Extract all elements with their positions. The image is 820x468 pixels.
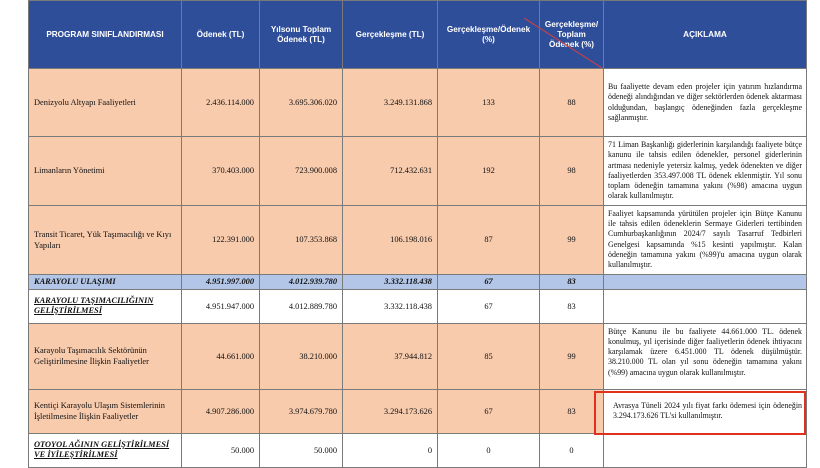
cell-gerceklesme: 712.432.631 bbox=[343, 137, 438, 206]
cell-odenek: 370.403.000 bbox=[182, 137, 260, 206]
cell-odenek: 4.951.947.000 bbox=[182, 289, 260, 323]
cell-odenek: 122.391.000 bbox=[182, 205, 260, 274]
cell-oran-odenek: 0 bbox=[438, 433, 540, 467]
table-row bbox=[29, 289, 807, 323]
cell-gerceklesme: 37.944.812 bbox=[343, 323, 438, 389]
cell-oran-toplam: 0 bbox=[540, 433, 604, 467]
cell-oran-odenek: 133 bbox=[438, 69, 540, 137]
cell-oran-toplam: 83 bbox=[540, 289, 604, 323]
cell-aciklama bbox=[604, 274, 807, 289]
table-row-karayolu-ulasimi bbox=[29, 274, 807, 289]
cell-odenek: 50.000 bbox=[182, 433, 260, 467]
cell-aciklama bbox=[604, 289, 807, 323]
col-header-gerceklesme: Gerçekleşme (TL) bbox=[343, 1, 438, 69]
row-name: KARAYOLU TAŞIMACILIĞININ GELİŞTİRİLMESİ bbox=[29, 289, 182, 323]
cell-yilsonu: 50.000 bbox=[260, 433, 343, 467]
highlight-box bbox=[594, 391, 806, 435]
cell-yilsonu: 4.012.939.780 bbox=[260, 274, 343, 289]
cell-aciklama: Faaliyet kapsamında yürütülen projeler için Bütçe Kanunu ile tahsis edilen ödeneklerin Sermaye Giderleri tertibinden Cumhurbaşkanlığının 2024/7 sayılı Tasarruf Tedbirleri Genelgesi kapsamında %15 kesinti yapılmıştır. Kalan ödeneğin tamamına yakını (%99)'u amacına uygun olarak kullanılmıştır. bbox=[604, 205, 807, 274]
cell-yilsonu: 4.012.889.780 bbox=[260, 289, 343, 323]
table-row bbox=[29, 205, 807, 274]
header-diagonal-line bbox=[524, 18, 602, 68]
cell-gerceklesme: 3.332.118.438 bbox=[343, 274, 438, 289]
header-row bbox=[29, 1, 807, 69]
cell-oran-toplam: 83 bbox=[540, 274, 604, 289]
col-header-gerceklesme-toplam: Gerçekleşme/ Toplam Ödenek (%) bbox=[540, 1, 604, 69]
cell-gerceklesme: 3.332.118.438 bbox=[343, 289, 438, 323]
cell-oran-toplam: 88 bbox=[540, 69, 604, 137]
cell-odenek: 44.661.000 bbox=[182, 323, 260, 389]
row-name: OTOYOL AĞININ GELİŞTİRİLMESİ VE İYİLEŞTİRİLMESİ bbox=[29, 433, 182, 467]
col-header-yilsonu: Yılsonu Toplam Ödenek (TL) bbox=[260, 1, 343, 69]
row-name: Kentiçi Karayolu Ulaşım Sistemlerinin İşletilmesine İlişkin Faaliyetler bbox=[29, 389, 182, 433]
row-name: Transit Ticaret, Yük Taşımacılığı ve Kıyı Yapıları bbox=[29, 205, 182, 274]
cell-aciklama: Avrasya Tüneli 2024 yılı fiyat farkı ödemesi için ödeneğin 3.294.173.626 TL'si kullanılmıştır. bbox=[604, 389, 807, 433]
cell-oran-toplam: 99 bbox=[540, 205, 604, 274]
cell-yilsonu: 723.900.008 bbox=[260, 137, 343, 206]
col-header-aciklama: AÇIKLAMA bbox=[604, 1, 807, 69]
cell-oran-odenek: 67 bbox=[438, 389, 540, 433]
cell-yilsonu: 3.974.679.780 bbox=[260, 389, 343, 433]
cell-yilsonu: 3.695.306.020 bbox=[260, 69, 343, 137]
cell-odenek: 4.907.286.000 bbox=[182, 389, 260, 433]
table-row bbox=[29, 69, 807, 137]
cell-oran-odenek: 67 bbox=[438, 274, 540, 289]
cell-gerceklesme: 3.294.173.626 bbox=[343, 389, 438, 433]
budget-table-container bbox=[28, 0, 806, 462]
row-name: Limanların Yönetimi bbox=[29, 137, 182, 206]
cell-gerceklesme: 3.249.131.868 bbox=[343, 69, 438, 137]
row-name: KARAYOLU ULAŞIMI bbox=[29, 274, 182, 289]
cell-gerceklesme: 106.198.016 bbox=[343, 205, 438, 274]
table-row bbox=[29, 323, 807, 389]
cell-yilsonu: 107.353.868 bbox=[260, 205, 343, 274]
cell-oran-odenek: 67 bbox=[438, 289, 540, 323]
cell-oran-toplam: 98 bbox=[540, 137, 604, 206]
col-header-program: PROGRAM SINIFLANDIRMASI bbox=[29, 1, 182, 69]
cell-aciklama: Bütçe Kanunu ile bu faaliyete 44.661.000 TL. ödenek konulmuş, yıl içerisinde diğer faaliyetlerin ödenek ihtiyacını karşılamak üzere 6.451.000 TL ödenek düşülmüştür. 38.210.000 TL olan yıl sonu ödeneğin tamamına yakını (%99) amacına uygun olarak kullanılmıştır. bbox=[604, 323, 807, 389]
col-header-odenek: Ödenek (TL) bbox=[182, 1, 260, 69]
cell-aciklama: Bu faaliyette devam eden projeler için yatırım hızlandırma ödeneği alındığından ve diğer sektörlerden ödenek aktarması olduğundan, başlangıç ödeneğinden fazla gerçekleşme sağlanmıştır. bbox=[604, 69, 807, 137]
cell-oran-toplam: 99 bbox=[540, 323, 604, 389]
col-header-gerceklesme-odenek: Gerçekleşme/Ödenek (%) bbox=[438, 1, 540, 69]
cell-odenek: 4.951.997.000 bbox=[182, 274, 260, 289]
row-name: Karayolu Taşımacılık Sektörünün Geliştirilmesine İlişkin Faaliyetler bbox=[29, 323, 182, 389]
cell-oran-odenek: 192 bbox=[438, 137, 540, 206]
cell-gerceklesme: 0 bbox=[343, 433, 438, 467]
cell-aciklama: 71 Liman Başkanlığı giderlerinin karşılandığı faaliyete bütçe kanunu ile tahsis edilen ödenekler, personel giderlerinin artması nedeniyle yetersiz kalmış, yedek ödenekten ve diğer faaliyetlerden 353.497.008 TL ödenek eklenmiştir. Yıl sonu toplam ödeneğin tamamına yakını (%98) amacına uygun olarak kullanılmıştır. bbox=[604, 137, 807, 206]
cell-yilsonu: 38.210.000 bbox=[260, 323, 343, 389]
table-row bbox=[29, 137, 807, 206]
cell-oran-odenek: 87 bbox=[438, 205, 540, 274]
cell-odenek: 2.436.114.000 bbox=[182, 69, 260, 137]
cell-oran-odenek: 85 bbox=[438, 323, 540, 389]
row-name: Denizyolu Altyapı Faaliyetleri bbox=[29, 69, 182, 137]
cell-oran-toplam: 83 bbox=[540, 389, 604, 433]
